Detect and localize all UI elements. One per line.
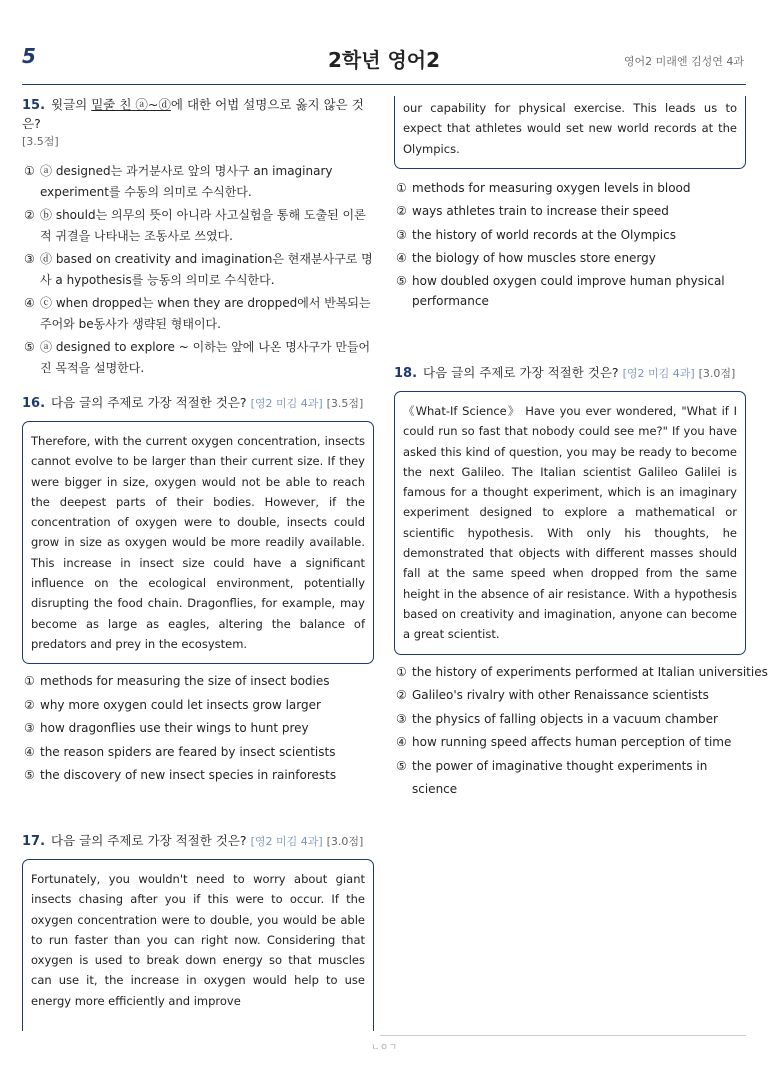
question-text: 다음 글의 주제로 가장 적절한 것은?	[51, 395, 247, 410]
passage-box-continued	[394, 96, 746, 169]
option-2[interactable]: ② Galileo's rivalry with other Renaissance scientists	[396, 688, 709, 703]
page-subtitle: 영어2 미래엔 김성연 4과	[623, 55, 744, 68]
question-number: 15.	[22, 98, 46, 113]
question-17	[22, 832, 374, 1031]
footer-divider	[380, 1035, 746, 1036]
question-source: [영2 미김 4과]	[250, 835, 323, 848]
options-list	[22, 161, 374, 378]
right-column	[394, 96, 768, 797]
passage-box: Therefore, with the current oxygen concentration, insects cannot evolve to be larger than their current size. If they were bigger in size, oxygen would not be able to reach the deepest parts of their bodies. However, if the concentration of oxygen were to double, insects could grow in size as oxygen would be more readily available. This increase in insect size could have a significant influence on the ecological environment, potentially disrupting the food chain. Dragonflies, for example, may become as large as eagles, altering the balance of predators and prey in the ecosystem.	[22, 421, 374, 664]
left-column	[22, 96, 374, 1031]
question-number: 16.	[22, 396, 46, 411]
question-number: 17.	[22, 834, 46, 849]
question-16	[22, 394, 374, 814]
question-points: [3.0점]	[698, 367, 736, 380]
option-2[interactable]: ② ⓑ should는 의무의 뜻이 아니라 사고실험을 통해 도출된 이론적 귀결을 나타내는 조동사로 쓰였다.	[24, 208, 366, 243]
passage-box	[22, 859, 374, 1031]
question-16-stem	[22, 394, 374, 413]
question-text: 다음 글의 주제로 가장 적절한 것은?	[423, 365, 619, 380]
question-17-stem	[22, 832, 374, 851]
option-1[interactable]: ① ⓐ designed는 과거분사로 앞의 명사구 an imaginary experiment를 수동의 의미로 수식한다.	[24, 164, 333, 199]
question-points: [3.5점]	[326, 397, 364, 410]
question-source: [영2 미김 4과]	[622, 367, 695, 380]
question-text: 에 대한 어법 설명으로 옳지 않은 것은?	[22, 97, 364, 131]
question-15-stem	[22, 96, 374, 133]
option-1[interactable]: ① methods for measuring the size of insect bodies	[24, 674, 330, 689]
question-15	[22, 96, 374, 375]
option-5[interactable]: ⑤ ⓐ designed to explore ~ 이하는 앞에 나온 명사구가 만들어진 목적을 설명한다.	[24, 340, 371, 375]
question-points: [3.0점]	[326, 835, 364, 848]
passage-text: Fortunately, you wouldn't need to worry about giant insects chasing after you if this were to occur. If the oxygen concentration were to double, you would be able to run faster than you can right now. Considering that oxygen is used to break down energy so that muscles can use it, the increase in oxygen would help to use energy more efficiently and improve	[31, 872, 365, 1008]
question-points: [3.5점]	[22, 135, 59, 148]
page-footer: ㄴㅇㄱ	[370, 1043, 398, 1053]
option-2[interactable]: ② ways athletes train to increase their speed	[396, 204, 669, 219]
passage-box: 《What-If Science》 Have you ever wondered, "What if I could run so fast that nobody could see me?" If you have asked this kind of question, you may be ready to become the next Galileo. The Italian scientist Galileo Galilei is famous for a thought experiment, which is an imaginary experiment designed to explore a mathematical or scientific hypothesis. With only his thoughts, he demonstrated that objects with different masses should fall at the same speed when dropped from the same height in the absence of air resistance. With a hypothesis based on creativity and imagination, anyone can become a great scientist.	[394, 391, 746, 655]
option-3[interactable]: ③ ⓓ based on creativity and imagination은 현재분사구로 명사 a hypothesis를 능동의 의미로 수식한다.	[24, 252, 373, 287]
option-5[interactable]: ⑤ the discovery of new insect species in rainforests	[24, 768, 337, 783]
option-4[interactable]: ④ how running speed affects human perception of time	[396, 735, 732, 750]
question-underlined-text: 밑줄 친 ⓐ~ⓓ	[91, 97, 171, 112]
option-3[interactable]: ③ the history of world records at the Olympics	[396, 227, 676, 242]
options-list	[394, 177, 746, 312]
question-source: [영2 미김 4과]	[250, 397, 323, 410]
option-5[interactable]: ⑤ how doubled oxygen could improve human physical performance	[396, 273, 725, 309]
option-5[interactable]: ⑤ the power of imaginative thought experiments in science	[396, 758, 708, 797]
option-1[interactable]: ① the history of experiments performed at Italian universities	[396, 664, 768, 679]
question-18	[394, 364, 768, 802]
question-text: 다음 글의 주제로 가장 적절한 것은?	[51, 833, 247, 848]
option-4[interactable]: ④ the biology of how muscles store energy	[396, 251, 656, 266]
page-number: 5	[22, 44, 36, 68]
question-text: 윗글의	[51, 97, 88, 112]
question-number: 18.	[394, 366, 418, 381]
option-4[interactable]: ④ ⓒ when dropped는 when they are dropped에서 반복되는 주어와 be동사가 생략된 형태이다.	[24, 296, 371, 331]
option-3[interactable]: ③ how dragonflies use their wings to hunt prey	[24, 721, 309, 736]
options-list	[394, 661, 768, 802]
options-list	[22, 670, 374, 788]
header-divider	[22, 84, 746, 85]
option-2[interactable]: ② why more oxygen could let insects grow larger	[24, 697, 321, 712]
passage-text: our capability for physical exercise. This leads us to expect that athletes would set new world records at the Olympics.	[403, 101, 737, 156]
question-18-stem	[394, 364, 746, 383]
option-4[interactable]: ④ the reason spiders are feared by insect scientists	[24, 744, 336, 759]
page-title: 2학년 영어2	[327, 48, 441, 72]
option-1[interactable]: ① methods for measuring oxygen levels in blood	[396, 180, 691, 195]
option-3[interactable]: ③ the physics of falling objects in a vacuum chamber	[396, 711, 718, 726]
